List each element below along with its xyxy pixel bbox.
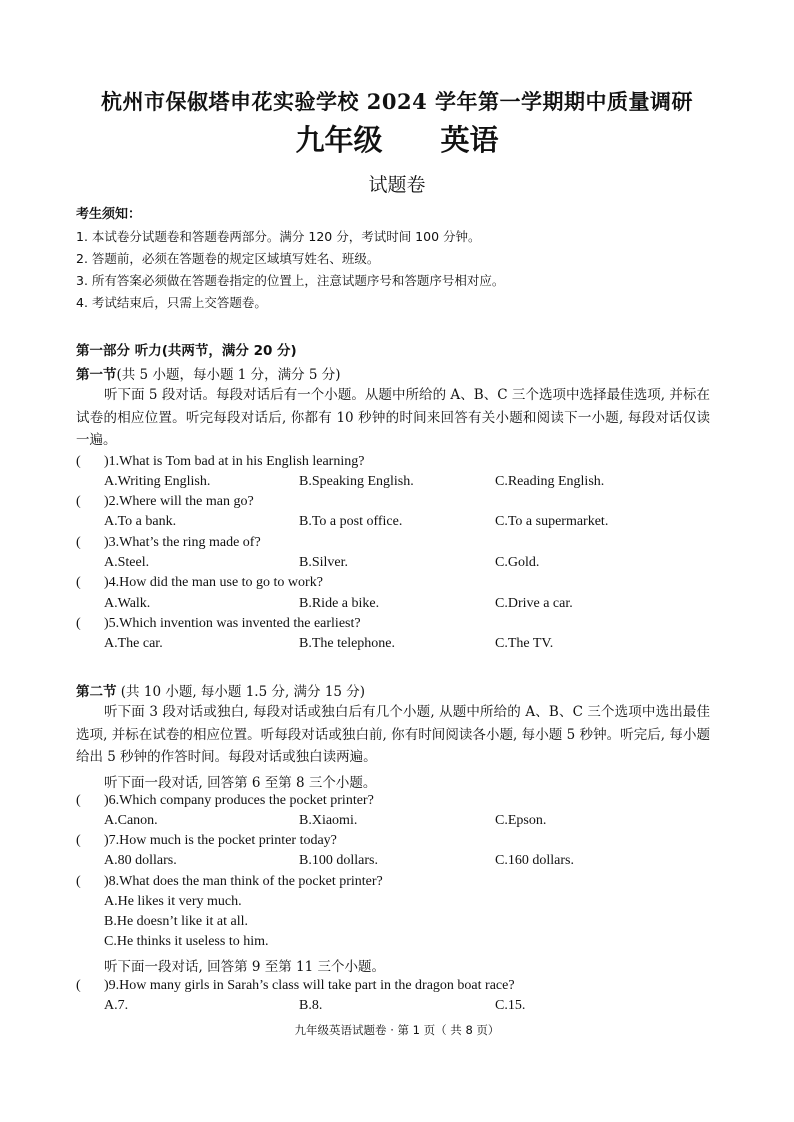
answer-paren[interactable]: ( <box>76 978 81 993</box>
notes-item: 3. 所有答案必须做在答题卷指定的位置上，注意试题序号和答题序号相对应。 <box>76 273 505 288</box>
answer-paren[interactable]: ( <box>76 793 81 808</box>
paper-type: 试题卷 <box>368 174 426 196</box>
question-text: 7.How much is the pocket printer today? <box>108 833 337 848</box>
notes-item: 1. 本试卷分试题卷和答题卷两部分。满分 120 分，考试时间 100 分钟。 <box>76 229 481 244</box>
answer-paren[interactable]: ( <box>76 874 81 889</box>
option-c: C.Reading English. <box>495 474 605 489</box>
question-2: ( )2.Where will the man go? <box>76 494 254 509</box>
option-b: B.100 dollars. <box>299 853 378 868</box>
answer-paren[interactable]: ( <box>76 454 81 469</box>
notes-item: 4. 考试结束后，只需上交答题卷。 <box>76 295 267 310</box>
option-b: B.8. <box>299 998 323 1013</box>
section1-title-rest: (共 5 小题，每小题 1 分，满分 5 分) <box>116 367 341 383</box>
grade-label: 九年级 <box>295 123 383 157</box>
exam-notes <box>76 204 736 314</box>
option-a: A.To a bank. <box>104 514 177 529</box>
page-footer: 九年级英语试题卷 · 第 1 页（ 共 8 页） <box>294 1023 500 1037</box>
option-b: B.Silver. <box>299 555 349 570</box>
part1-title: 第一部分 听力(共两节，满分 20 分) <box>76 343 297 359</box>
answer-paren[interactable]: ( <box>76 494 81 509</box>
section2-title-bold: 第二节 <box>76 684 117 700</box>
option-b: B.Speaking English. <box>299 474 414 489</box>
question-text: 6.Which company produces the pocket printer? <box>108 793 374 808</box>
answer-paren[interactable]: ( <box>76 833 81 848</box>
option-c: C.The TV. <box>495 636 554 651</box>
option-a: A.Steel. <box>104 555 150 570</box>
option-a: A.Canon. <box>104 813 158 828</box>
section2-title <box>76 680 736 700</box>
question-text: 8.What does the man think of the pocket printer? <box>108 874 383 889</box>
option-b: B.Ride a bike. <box>299 596 380 611</box>
option-c: C.Gold. <box>495 555 540 570</box>
option-a: A.80 dollars. <box>104 853 177 868</box>
question-text: 2.Where will the man go? <box>108 494 254 509</box>
question-7: ( )7.How much is the pocket printer today? <box>76 833 337 848</box>
question-5: ( )5.Which invention was invented the earliest? <box>76 616 361 631</box>
question-8: ( )8.What does the man think of the pocket printer? <box>76 874 383 889</box>
option-c: C.To a supermarket. <box>495 514 609 529</box>
section2-instructions: 听下面 3 段对话或独白, 每段对话或独白后有几个小题, 从题中所给的 A、B、C 三个选项中选出最佳选项, 并标在试卷的相应位置。听每段对话或独白前, 你有时间阅读各小题, 每小题 5 秒钟。听完后, 每小题给出 5 秒钟的作答时间。每段对话或独白读两遍。 <box>76 704 710 765</box>
notes-heading: 考生须知： <box>76 207 142 222</box>
question-text: 1.What is Tom bad at in his English learning? <box>108 454 365 469</box>
sub-instructions-2: 听下面一段对话, 回答第 9 至第 11 三个小题。 <box>104 959 386 975</box>
sub-instructions-1: 听下面一段对话, 回答第 6 至第 8 三个小题。 <box>104 775 377 791</box>
option-a: A.Walk. <box>104 596 151 611</box>
answer-paren[interactable]: ( <box>76 616 81 631</box>
grade-subject-title <box>0 118 794 159</box>
section1-title <box>76 363 736 383</box>
question-text: 3.What’s the ring made of? <box>108 535 261 550</box>
option-b: B.He doesn’t like it at all. <box>104 914 248 929</box>
question-4: ( )4.How did the man use to go to work? <box>76 575 323 590</box>
answer-paren[interactable]: ( <box>76 535 81 550</box>
option-c: C.Epson. <box>495 813 547 828</box>
option-c: C.Drive a car. <box>495 596 573 611</box>
option-c: C.160 dollars. <box>495 853 574 868</box>
question-text: 4.How did the man use to go to work? <box>108 575 323 590</box>
answer-paren[interactable]: ( <box>76 575 81 590</box>
notes-item: 2. 答题前，必须在答题卷的规定区域填写姓名、班级。 <box>76 251 380 266</box>
option-b: B.The telephone. <box>299 636 396 651</box>
section1-instructions: 听下面 5 段对话。每段对话后有一个小题。从题中所给的 A、B、C 三个选项中选择最佳选项, 并标在试卷的相应位置。听完每段对话后, 你都有 10 秒钟的时间来回答有关小题和阅读下一小题, 每段对话仅读一遍。 <box>76 387 710 448</box>
question-text: 5.Which invention was invented the earliest? <box>108 616 361 631</box>
option-b: B.To a post office. <box>299 514 403 529</box>
option-c: C.15. <box>495 998 526 1013</box>
section2-title-rest: (共 10 小题, 每小题 1.5 分, 满分 15 分) <box>116 684 366 700</box>
section1-title-bold: 第一节 <box>76 367 117 383</box>
question-9: ( )9.How many girls in Sarah’s class will take part in the dragon boat race? <box>76 978 515 993</box>
option-a: A.The car. <box>104 636 163 651</box>
question-1: ( )1.What is Tom bad at in his English learning? <box>76 454 365 469</box>
school-title: 杭州市保俶塔申花实验学校 2024 学年第一学期期中质量调研 <box>100 89 694 114</box>
question-6: ( )6.Which company produces the pocket printer? <box>76 793 374 808</box>
option-c: C.He thinks it useless to him. <box>104 934 269 949</box>
question-3: ( )3.What’s the ring made of? <box>76 535 261 550</box>
question-text: 9.How many girls in Sarah’s class will take part in the dragon boat race? <box>108 978 515 993</box>
option-a: A.Writing English. <box>104 474 211 489</box>
subject-label: 英语 <box>440 123 499 157</box>
option-b: B.Xiaomi. <box>299 813 358 828</box>
option-a: A.He likes it very much. <box>104 894 242 909</box>
option-a: A.7. <box>104 998 129 1013</box>
